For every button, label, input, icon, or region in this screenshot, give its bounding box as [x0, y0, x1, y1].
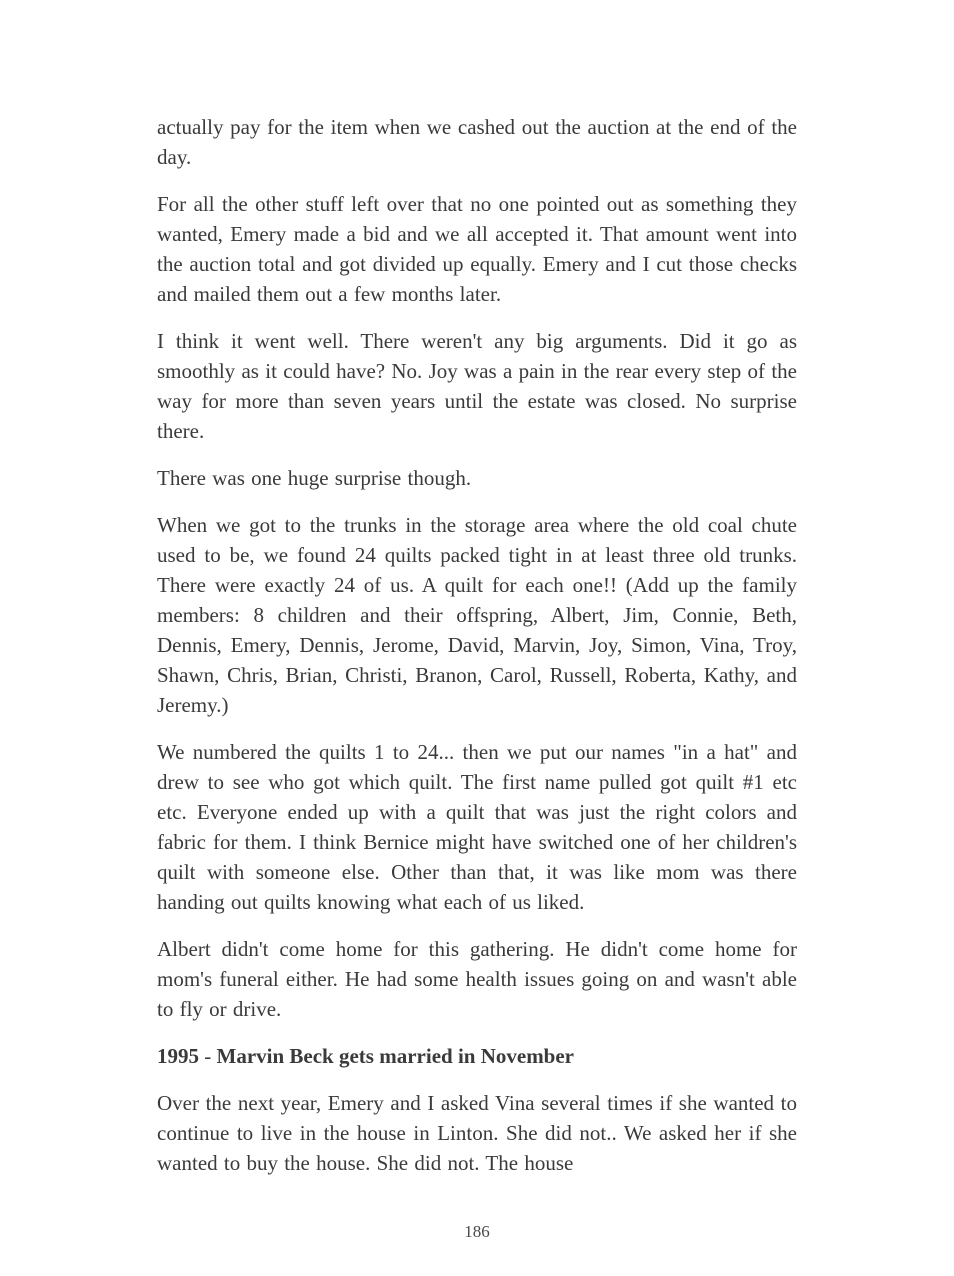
paragraph: When we got to the trunks in the storage area where the old coal chute used to be, we found 24 quilts packed tight in at least three old trunks. There were exactly 24 of us. A quilt for each one!! (Add up the family members: 8 children and their offspring, Albert, Jim, Connie, Beth, Dennis, Emery, Dennis, Jerome, David, Marvin, Joy, Simon, Vina, Troy, Shawn, Chris, Brian, Christi, Branon, Carol, Russell, Roberta, Kathy, and Jeremy.)	[157, 513, 797, 717]
page-body	[157, 112, 797, 1195]
page-number: 186	[464, 1222, 490, 1241]
paragraph: Albert didn't come home for this gathering. He didn't come home for mom's funeral either. He had some health issues going on and wasn't able to fly or drive.	[157, 937, 797, 1021]
heading-year: 1995	[157, 1044, 199, 1068]
section-heading	[157, 1041, 797, 1071]
heading-title: Marvin Beck gets married in November	[216, 1044, 575, 1068]
heading-separator: -	[199, 1044, 217, 1068]
paragraph: Over the next year, Emery and I asked Vina several times if she wanted to continue to live in the house in Linton. She did not.. We asked her if she wanted to buy the house. She did not. The house	[157, 1091, 797, 1175]
paragraph: There was one huge surprise though.	[157, 466, 472, 490]
paragraph: actually pay for the item when we cashed out the auction at the end of the day.	[157, 115, 797, 169]
paragraph: For all the other stuff left over that no one pointed out as something they wanted, Emery made a bid and we all accepted it. That amount went into the auction total and got divided up equally. Emery and I cut those checks and mailed them out a few months later.	[157, 192, 797, 306]
paragraph: I think it went well. There weren't any big arguments. Did it go as smoothly as it could have? No. Joy was a pain in the rear every step of the way for more than seven years until the estate was closed. No surprise there.	[157, 329, 797, 443]
paragraph: We numbered the quilts 1 to 24... then we put our names "in a hat" and drew to see who got which quilt. The first name pulled got quilt #1 etc etc. Everyone ended up with a quilt that was just the right colors and fabric for them. I think Bernice might have switched one of her children's quilt with someone else. Other than that, it was like mom was there handing out quilts knowing what each of us liked.	[157, 740, 797, 914]
